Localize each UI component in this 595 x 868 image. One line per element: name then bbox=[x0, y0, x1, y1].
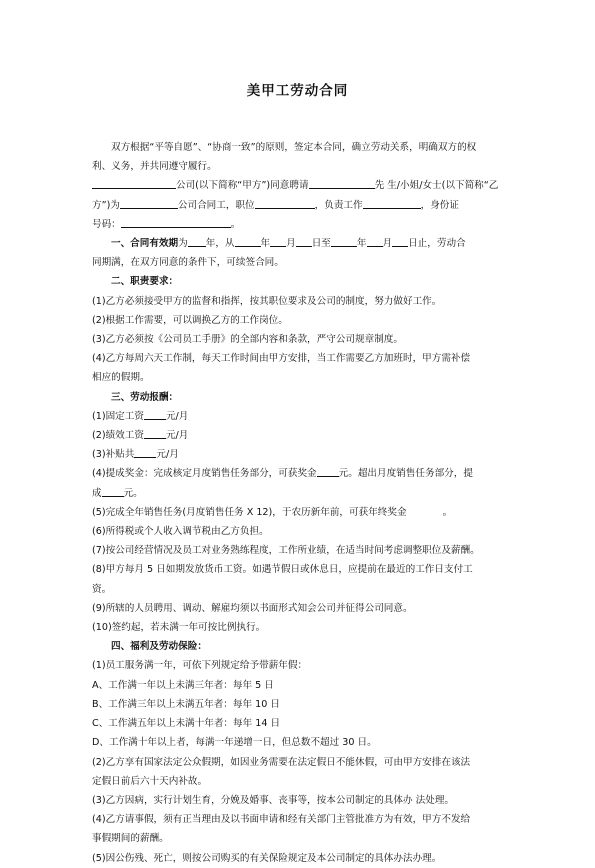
end-year-blank bbox=[331, 235, 357, 247]
party-text: 公司合同工，职位 bbox=[177, 199, 255, 211]
section-1-line-1 bbox=[92, 234, 510, 253]
section-4-item: 事假期间的薪酬。 bbox=[92, 833, 169, 845]
end-month-blank bbox=[367, 235, 383, 247]
party-line-3 bbox=[92, 215, 510, 234]
section-1-text: 年 bbox=[260, 238, 271, 250]
employee-name-blank bbox=[309, 177, 375, 189]
section-2-item: (3)乙方必须按《公司员工手册》的全部内容和条款，严守公司规章制度。 bbox=[92, 334, 403, 346]
section-1-text: 年 bbox=[356, 238, 367, 250]
section-4-item: B、工作满三年以上未满五年者：每年 10 日 bbox=[92, 698, 280, 710]
item-text: (4)提成奖金：完成核定月度销售任务部分，可获奖金 bbox=[92, 468, 317, 480]
start-day-blank bbox=[296, 235, 312, 247]
party-text: 先 生/小姐/女士(以下简称“乙 bbox=[374, 180, 499, 192]
item-text: (5)完成全年销售任务(月度销售任务 X 12)，于农历新年前，可获年终奖金 bbox=[92, 506, 407, 518]
item-text: 元。超出月度销售任务部分，提 bbox=[338, 468, 473, 480]
item-text: 元/月 bbox=[156, 449, 179, 461]
document-body bbox=[92, 138, 510, 868]
section-3-item bbox=[92, 407, 510, 426]
section-4-item: C、工作满五年以上未满十年者：每年 14 日 bbox=[92, 718, 281, 730]
section-3-item: (6)所得税或个人收入调节税由乙方负担。 bbox=[92, 526, 269, 538]
item-text: 元。 bbox=[123, 487, 143, 499]
section-1-text: 日至 bbox=[311, 238, 331, 250]
section-4-item: (2)乙方享有国家法定公众假期，如因业务需要在法定假日不能休假，可由甲方安排在该法 bbox=[92, 756, 471, 768]
party-text: 公司(以下简称“甲方”)同意聘请 bbox=[176, 180, 309, 192]
intro-line-1: 双方根据“平等自愿”、“协商一致”的原则，签定本合同，确立劳动关系，明确双方的权 bbox=[111, 142, 477, 153]
position-blank bbox=[255, 197, 315, 209]
section-1-text: 为 bbox=[178, 238, 188, 250]
id-number-blank bbox=[121, 216, 231, 228]
duty-blank bbox=[363, 197, 421, 209]
performance-salary-blank bbox=[144, 427, 166, 439]
item-text: 成 bbox=[92, 487, 102, 499]
section-2-heading: 二、职责要求： bbox=[111, 276, 179, 288]
start-month-blank bbox=[270, 235, 286, 247]
commission-blank bbox=[102, 485, 124, 497]
years-blank bbox=[188, 235, 206, 247]
item-text: 元/月 bbox=[165, 430, 189, 442]
section-3-item bbox=[92, 503, 510, 522]
intro-line-2: 利、义务，并共同遵守履行。 bbox=[92, 161, 217, 173]
section-4-item: D、工作满十年以上者，每满一年递增一日，但总数不超过 30 日。 bbox=[92, 737, 377, 749]
item-text: (3)补贴共 bbox=[92, 449, 135, 461]
section-3-heading: 三、劳动报酬： bbox=[111, 391, 179, 403]
section-2-item: (1)乙方必须接受甲方的监督和指挥，按其职位要求及公司的制度，努力做好工作。 bbox=[92, 295, 442, 307]
party-text: ，负责工作 bbox=[314, 199, 363, 211]
section-4-item: (5)因公伤残、死亡，则按公司购买的有关保险规定及本公司制定的具体办法办理。 bbox=[92, 852, 442, 864]
party-line-2 bbox=[92, 196, 510, 215]
section-4-item: 定假日前后六十天内补故。 bbox=[92, 775, 208, 787]
start-year-blank bbox=[235, 235, 261, 247]
section-3-item: (7)按公司经营情况及员工对业务熟练程度，工作所业绩，在适当时间考虑调整职位及薪酬。 bbox=[92, 545, 480, 557]
section-3-item bbox=[92, 484, 510, 503]
section-heading: 一、合同有效期 bbox=[111, 238, 179, 250]
section-2-item: 相应的假期。 bbox=[92, 372, 150, 384]
section-3-item: (8)甲方每月 5 日如期发放货币工资。如遇节假日或休息日，应提前在最近的工作日支付工 bbox=[92, 564, 473, 576]
party-text: 方”)为 bbox=[92, 199, 120, 211]
fixed-salary-blank bbox=[144, 408, 166, 420]
section-1-text: 年，从 bbox=[205, 238, 235, 250]
bonus-blank bbox=[317, 465, 339, 477]
company-name-blank bbox=[120, 197, 178, 209]
section-3-item: (9)所辖的人员聘用、调动、解雇均须以书面形式知会公司并征得公司同意。 bbox=[92, 602, 413, 614]
end-day-blank bbox=[392, 235, 408, 247]
company-blank bbox=[92, 177, 176, 189]
item-text: 元/月 bbox=[165, 410, 189, 422]
section-1-line-2: 同期满，在双方同意的条件下，可续签合同。 bbox=[92, 257, 284, 269]
party-text: ，身份证 bbox=[420, 199, 459, 211]
section-4-item: (4)乙方请事假，须有正当理由及以书面申请和经有关部门主管批准方为有效，甲方不发给 bbox=[92, 814, 471, 826]
item-text: 。 bbox=[442, 506, 453, 518]
item-text: (1)固定工资 bbox=[92, 410, 144, 422]
section-4-item: (3)乙方因病，实行计划生育，分娩及婚事、丧事等，按本公司制定的具体办 法处理。 bbox=[92, 794, 455, 806]
section-4-item: (1)员工服务满一年，可依下列规定给予带薪年假： bbox=[92, 660, 308, 672]
section-3-item: (10)签约起，若未满一年可按比例执行。 bbox=[92, 622, 266, 634]
document-title: 美甲工劳动合同 bbox=[246, 83, 349, 99]
party-text: 。 bbox=[230, 218, 241, 230]
section-3-item: 资。 bbox=[92, 583, 112, 595]
section-3-item bbox=[92, 426, 510, 445]
section-1-text: 月 bbox=[382, 238, 393, 250]
section-2-item: (2)根据工作需要，可以调换乙方的工作岗位。 bbox=[92, 314, 288, 326]
section-1-text: 月 bbox=[286, 238, 296, 250]
section-1-text: 日止，劳动合 bbox=[408, 238, 466, 250]
item-text: (2)绩效工资 bbox=[92, 430, 144, 442]
section-3-item bbox=[92, 464, 510, 483]
party-text: 号码： bbox=[92, 218, 121, 230]
party-line-1 bbox=[92, 176, 510, 195]
section-2-item: (4)乙方每周六天工作制，每天工作时间由甲方安排，当工作需要乙方加班时，甲方需补偿 bbox=[92, 353, 471, 365]
section-4-heading: 四、福利及劳动保险： bbox=[111, 641, 207, 653]
section-4-item: A、工作满一年以上未满三年者：每年 5 日 bbox=[92, 679, 274, 691]
allowance-blank bbox=[134, 446, 156, 458]
section-3-item bbox=[92, 445, 510, 464]
